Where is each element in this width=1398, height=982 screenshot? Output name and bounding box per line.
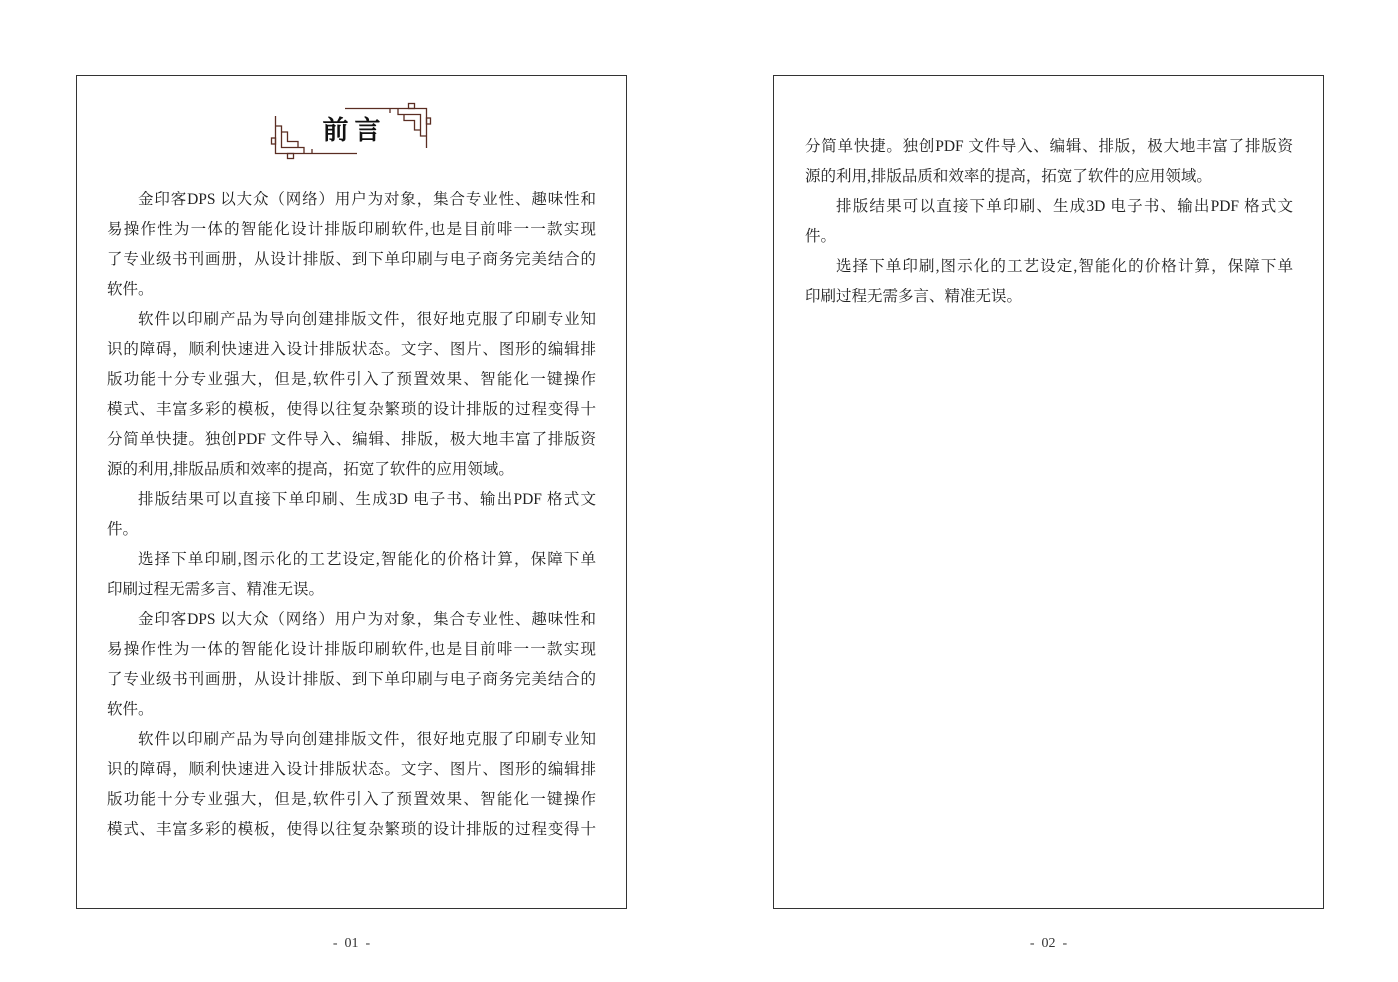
page-number-right: - 02 - <box>1029 936 1068 951</box>
text-line: 印刷过程无需多言、精准无误。 <box>107 581 325 598</box>
text-line: 软件以印刷产品为导向创建排版文件，很好地克服了印刷专业知 <box>138 731 596 748</box>
text-line: 版功能十分专业强大，但是,软件引入了预置效果、智能化一键操作 <box>107 791 596 808</box>
paragraph <box>107 725 596 845</box>
page-left <box>76 75 627 909</box>
paragraph <box>107 485 596 545</box>
text-line: 软件以印刷产品为导向创建排版文件，很好地克服了印刷专业知 <box>138 311 596 328</box>
page-number-left: - 01 - <box>332 936 371 951</box>
text-line: 分简单快捷。独创PDF 文件导入、编辑、排版，极大地丰富了排版资 <box>107 431 596 448</box>
text-line: 金印客DPS 以大众（网络）用户为对象，集合专业性、趣味性和 <box>138 191 596 208</box>
text-line: 易操作性为一体的智能化设计排版印刷软件,也是目前啡一一款实现 <box>107 641 596 658</box>
text-line: 识的障碍，顺利快速进入设计排版状态。文字、图片、图形的编辑排 <box>107 341 596 358</box>
paragraph <box>805 192 1293 252</box>
text-line: 模式、丰富多彩的模板，使得以往复杂繁琐的设计排版的过程变得十 <box>107 821 596 838</box>
text-line: 源的利用,排版品质和效率的提高，拓宽了软件的应用领域。 <box>107 461 514 478</box>
text-line: 识的障碍，顺利快速进入设计排版状态。文字、图片、图形的编辑排 <box>107 761 596 778</box>
text-line: 件。 <box>107 521 139 538</box>
text-line: 印刷过程无需多言、精准无误。 <box>805 288 1023 305</box>
paragraph <box>107 185 596 305</box>
text-line: 软件。 <box>107 701 154 718</box>
page-right <box>773 75 1324 909</box>
text-line: 金印客DPS 以大众（网络）用户为对象，集合专业性、趣味性和 <box>138 611 596 628</box>
paragraph <box>805 252 1293 312</box>
page-title: 前言 <box>322 116 387 145</box>
text-line: 模式、丰富多彩的模板，使得以往复杂繁琐的设计排版的过程变得十 <box>107 401 596 418</box>
text-line: 分简单快捷。独创PDF 文件导入、编辑、排版，极大地丰富了排版资 <box>805 138 1293 155</box>
text-line: 了专业级书刊画册，从设计排版、到下单印刷与电子商务完美结合的 <box>107 671 596 688</box>
text-line: 件。 <box>805 228 837 245</box>
text-line: 了专业级书刊画册，从设计排版、到下单印刷与电子商务完美结合的 <box>107 251 596 268</box>
body-text <box>805 132 1293 312</box>
text-line: 排版结果可以直接下单印刷、生成3D 电子书、输出PDF 格式文 <box>836 198 1293 215</box>
text-line: 易操作性为一体的智能化设计排版印刷软件,也是目前啡一一款实现 <box>107 221 596 238</box>
paragraph <box>107 545 596 605</box>
text-line: 软件。 <box>107 281 154 298</box>
paragraph <box>805 132 1293 192</box>
paragraph <box>107 305 596 485</box>
paragraph <box>107 605 596 725</box>
text-line: 选择下单印刷,图示化的工艺设定,智能化的价格计算，保障下单 <box>138 551 596 568</box>
text-line: 选择下单印刷,图示化的工艺设定,智能化的价格计算，保障下单 <box>836 258 1293 275</box>
text-line: 版功能十分专业强大，但是,软件引入了预置效果、智能化一键操作 <box>107 371 596 388</box>
text-line: 排版结果可以直接下单印刷、生成3D 电子书、输出PDF 格式文 <box>138 491 596 508</box>
body-text <box>107 185 596 845</box>
text-line: 源的利用,排版品质和效率的提高，拓宽了软件的应用领域。 <box>805 168 1212 185</box>
